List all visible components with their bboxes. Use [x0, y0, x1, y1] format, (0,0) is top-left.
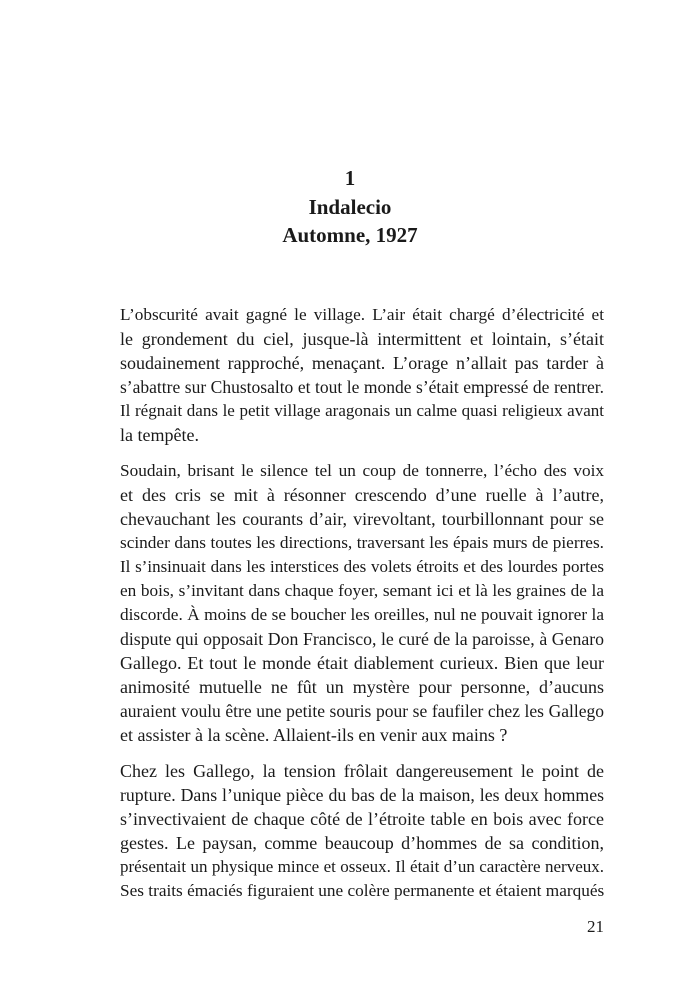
chapter-subtitle: Automne, 1927	[282, 223, 418, 247]
paragraph-3	[96, 759, 604, 903]
text-line: animosité mutuelle ne fût un mystère pour personne, d’aucuns	[120, 677, 604, 697]
page-number: 21	[587, 917, 604, 936]
paragraph-1	[96, 303, 604, 447]
text-line: et des cris se mit à résonner crescendo d’une ruelle à l’autre,	[120, 485, 604, 505]
text-line: en bois, s’invitant dans chaque foyer, semant ici et là les graines de la	[120, 581, 604, 600]
text-line: s’abattre sur Chustosalto et tout le monde s’était empressé de rentrer.	[120, 377, 604, 397]
text-line: présentait un physique mince et osseux. Il était d’un caractère nerveux.	[120, 857, 604, 876]
chapter-title: Indalecio	[308, 194, 392, 219]
text-line: gestes. Le paysan, comme beaucoup d’hommes de sa condition,	[120, 833, 604, 853]
text-line: Ses traits émaciés figuraient une colère permanente et étaient marqués	[120, 881, 605, 900]
chapter-heading	[0, 164, 700, 250]
paragraph-2	[96, 459, 604, 747]
text-line: soudainement rapproché, menaçant. L’orage n’allait pas tarder à	[120, 353, 604, 373]
text-line: la tempête.	[120, 425, 199, 445]
text-line: rupture. Dans l’unique pièce du bas de la maison, les deux hommes	[120, 785, 604, 805]
chapter-number: 1	[344, 166, 356, 190]
text-line: Chez les Gallego, la tension frôlait dangereusement le point de	[120, 761, 604, 781]
text-line: et assister à la scène. Allaient-ils en venir aux mains ?	[120, 725, 508, 745]
text-line: Gallego. Et tout le monde était diablement curieux. Bien que leur	[120, 653, 604, 673]
text-line: Il s’insinuait dans les interstices des volets étroits et des lourdes portes	[120, 557, 604, 576]
text-line: Soudain, brisant le silence tel un coup de tonnerre, l’écho des voix	[120, 461, 604, 480]
text-line: chevauchant les courants d’air, virevoltant, tourbillonnant pour se	[120, 509, 604, 529]
text-line: L’obscurité avait gagné le village. L’air était chargé d’électricité et	[120, 305, 604, 324]
text-line: Il régnait dans le petit village aragonais un calme quasi religieux avant	[120, 401, 604, 420]
body-text	[96, 303, 604, 915]
text-line: discorde. À moins de se boucher les oreilles, nul ne pouvait ignorer la	[120, 605, 604, 624]
text-line: auraient voulu être une petite souris pour se faufiler chez les Gallego	[120, 701, 604, 721]
text-line: le grondement du ciel, jusque-là intermittent et lointain, s’était	[120, 329, 604, 349]
text-line: dispute qui opposait Don Francisco, le curé de la paroisse, à Genaro	[120, 629, 604, 649]
text-line: s’invectivaient de chaque côté de l’étroite table en bois avec force	[120, 809, 604, 829]
text-line: scinder dans toutes les directions, traversant les épais murs de pierres.	[120, 533, 604, 552]
